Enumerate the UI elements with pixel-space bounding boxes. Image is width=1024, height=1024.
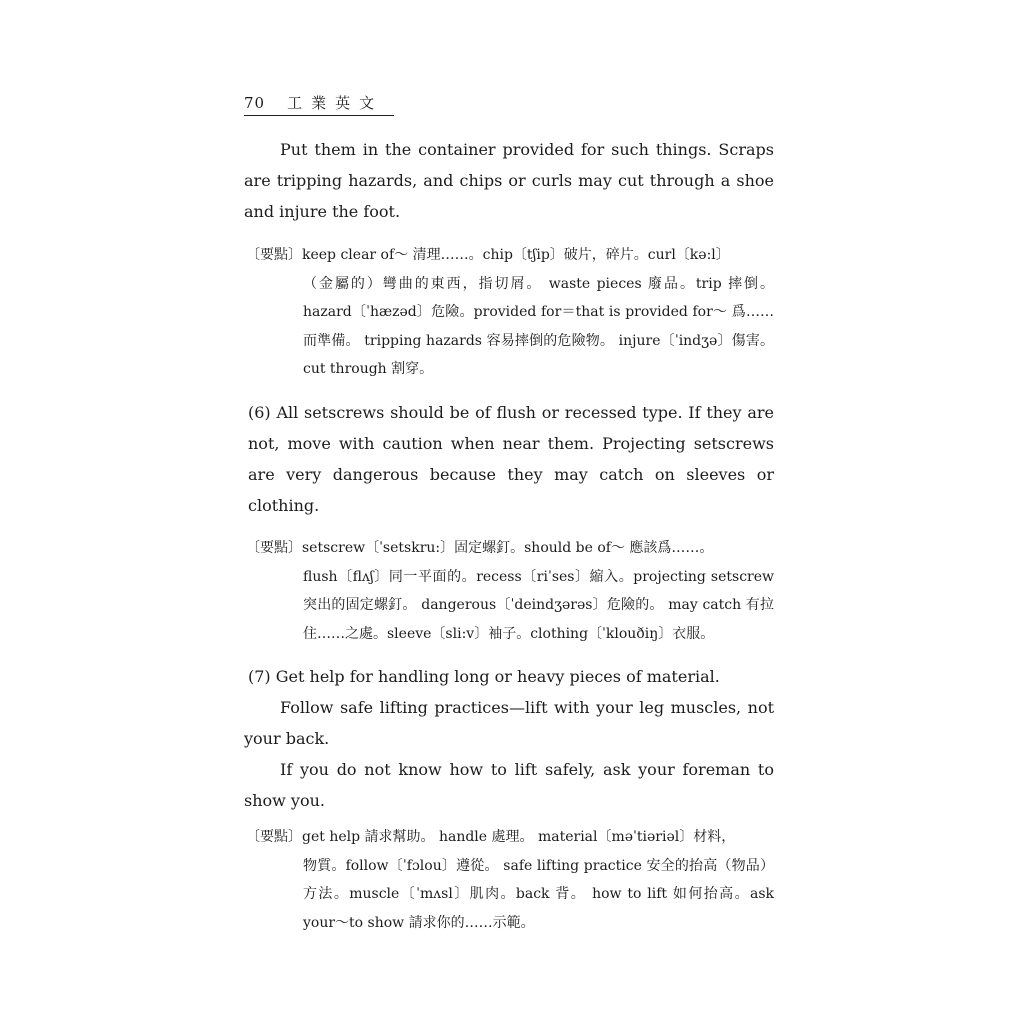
section-5-notes (244, 241, 774, 384)
book-title: 工業英文 (287, 94, 384, 112)
notes-first-text: setscrew〔ˈsetskru:〕固定螺釘。should be of～ 應該爲……。 (302, 540, 714, 556)
notes-tag: 〔要點〕 (246, 247, 302, 263)
section-5-body (244, 134, 774, 227)
notes-tag: 〔要點〕 (246, 540, 302, 556)
section-6-paragraph: (6) All setscrews should be of flush or recessed type. If they are not, move with caution when near them. Projecting setscrews are very dangerous because they may catch on sleeves or clothing. (248, 403, 774, 515)
section-5-paragraph: Put them in the container provided for such things. Scraps are tripping hazards, and chips or curls may cut through a shoe and injure the foot. (244, 140, 774, 221)
section-6-body (244, 397, 774, 521)
page-number: 70 (244, 94, 266, 112)
section-7-body (244, 661, 774, 816)
section-5-notes-text: （金屬的）彎曲的東西，指切屑。 waste pieces 廢品。trip 摔倒。hazard〔ˈhæzəd〕危險。provided for＝that is provided for～ 爲……而準備。 tripping hazards 容易摔倒的危險物。 injure〔ˈindʒə〕傷害。 cut through 割穿。 (303, 275, 774, 377)
section-7-notes-first-line (244, 823, 774, 852)
notes-first-text: get help 請求幫助。 handle 處理。 material〔məˈtiəriəl〕材料， (302, 829, 736, 845)
section-7-notes (244, 823, 774, 937)
section-7-notes-text: 物質。follow〔ˈfɔlou〕遵從。 safe lifting practice 安全的抬高（物品）方法。muscle〔ˈmʌsl〕肌肉。back 背。 how to lift 如何抬高。ask your～to show 請求你的……示範。 (303, 857, 774, 931)
section-7-paragraph-1: (7) Get help for handling long or heavy pieces of material. (248, 667, 720, 686)
section-6-notes-first-line (244, 534, 774, 563)
notes-tag: 〔要點〕 (246, 829, 302, 845)
notes-first-text: keep clear of～ 清理……。chip〔tʃip〕破片，碎片。curl〔kə:l〕 (302, 247, 730, 263)
section-7-paragraph-3: If you do not know how to lift safely, ask your foreman to show you. (244, 760, 774, 810)
section-6-notes-text: flush〔flʌʃ〕同一平面的。recess〔riˈses〕縮入。projecting setscrew 突出的固定螺釘。 dangerous〔ˈdeindʒərəs〕危險的。 may catch 有拉住……之處。sleeve〔sli:v〕袖子。clothing〔ˈklouðiŋ〕衣服。 (303, 568, 774, 642)
section-5-notes-first-line (244, 241, 774, 270)
section-7-paragraph-2: Follow safe lifting practices—lift with your leg muscles, not your back. (244, 698, 774, 748)
running-header (244, 92, 394, 116)
section-6-notes (244, 534, 774, 648)
